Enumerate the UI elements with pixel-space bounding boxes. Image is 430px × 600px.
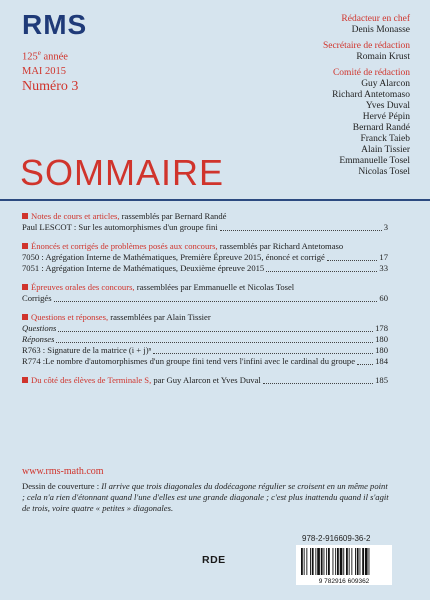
website-link[interactable]: www.rms-math.com [22, 466, 104, 477]
secretary-name: Romain Krust [356, 52, 410, 62]
toc-entry[interactable]: R774 :Le nombre d'automorphismes d'un groupe fini tend vers l'infini avec le cardinal du groupe 184 [22, 356, 388, 366]
section-bullet-icon [22, 377, 28, 383]
committee-member: Alain Tissier [361, 145, 410, 155]
section-title[interactable]: Questions et réponses, [31, 312, 109, 322]
committee-label: Comité de rédaction [332, 68, 410, 78]
section-editors: rassemblées par Emmanuelle et Nicolas Tosel [134, 282, 295, 292]
committee-member: Emmanuelle Tosel [339, 156, 410, 166]
toc-section-orals [22, 282, 388, 304]
section-bullet-icon [22, 213, 28, 219]
chief-editor-label: Rédacteur en chef [341, 14, 410, 24]
page-number: 180 [375, 334, 388, 344]
editorial-board [250, 14, 410, 178]
barcode-icon [296, 545, 392, 585]
section-editors: rassemblés par Richard Antetomaso [217, 241, 344, 251]
barcode-digits: 9 782916 609362 [318, 578, 370, 585]
section-bullet-icon [22, 243, 28, 249]
section-editors: par Guy Alarcon et Yves Duval [151, 375, 261, 385]
toc-entry[interactable]: 7051 : Agrégation Interne de Mathématiques, Deuxième épreuve 2015 33 [22, 263, 388, 273]
committee-member: Franck Taieb [360, 134, 410, 144]
chief-editor-name: Denis Monasse [351, 25, 410, 35]
committee-member: Yves Duval [365, 101, 410, 111]
page-number: 185 [375, 375, 388, 385]
issue-date: MAI 2015 [22, 65, 67, 77]
section-bullet-icon [22, 284, 28, 290]
cover-credit: Dessin de couverture : Il arrive que trois diagonales du dodécagone régulier se croisent en un même point ; cela n'a rien d'étonnant quand l'une d'elles est une grande diagonale ; c'est plus inattendu quand il s'agit de trois, voire quatre « petites » diagonales. [22, 481, 389, 513]
section-bullet-icon [22, 314, 28, 320]
committee-member: Richard Antetomaso [332, 90, 410, 100]
toc-entry[interactable]: Paul LESCOT : Sur les automorphismes d'un groupe fini 3 [22, 222, 388, 232]
issue-number: Numéro 3 [22, 78, 79, 94]
section-editors: rassemblées par Alain Tissier [108, 312, 211, 322]
page-number: 17 [379, 252, 388, 262]
page-number: 184 [375, 356, 388, 366]
toc-entry[interactable]: 7050 : Agrégation Interne de Mathématiques, Première Épreuve 2015, énoncé et corrigé 17 [22, 252, 388, 262]
page-title: SOMMAIRE [20, 152, 225, 193]
committee-member: Bernard Randé [352, 123, 410, 133]
section-title[interactable]: Notes de cours et articles, [31, 211, 120, 221]
rms-logo: RMS [22, 9, 88, 40]
page-number: 3 [383, 222, 388, 232]
secretary-label: Secrétaire de rédaction [322, 41, 410, 51]
toc-entry[interactable] [22, 375, 388, 386]
toc-entry[interactable]: Questions 178 [22, 323, 388, 333]
page-number: 180 [375, 345, 388, 355]
section-editors: rassemblés par Bernard Randé [119, 211, 227, 221]
toc-section-questions [22, 312, 388, 367]
section-title[interactable]: Énoncés et corrigés de problèmes posés aux concours, [31, 241, 218, 251]
issue-year: 125e année [22, 49, 68, 63]
masthead [22, 10, 87, 95]
committee-member: Nicolas Tosel [358, 167, 410, 177]
title-divider [0, 199, 430, 201]
page-number: 178 [375, 323, 388, 333]
toc-section-notes [22, 211, 388, 233]
toc-section-problems [22, 241, 388, 274]
toc-entry[interactable]: Réponses 180 [22, 334, 388, 344]
page-number: 33 [379, 263, 388, 273]
toc-entry[interactable]: Corrigés 60 [22, 293, 388, 303]
isbn: 978-2-916609-36-2 [302, 534, 371, 543]
page-number: 60 [379, 293, 388, 303]
toc-entry[interactable]: R763 : Signature de la matrice (i + j)ⁿ 180 [22, 345, 388, 355]
section-title: Du côté des élèves de Terminale S, [31, 375, 152, 385]
committee-member: Hervé Pépin [362, 112, 410, 122]
section-title[interactable]: Épreuves orales des concours, [31, 282, 135, 292]
publisher-logo: RDE [202, 554, 226, 566]
table-of-contents [22, 211, 388, 394]
committee-member: Guy Alarcon [361, 79, 410, 89]
toc-section-terminale [22, 375, 388, 386]
